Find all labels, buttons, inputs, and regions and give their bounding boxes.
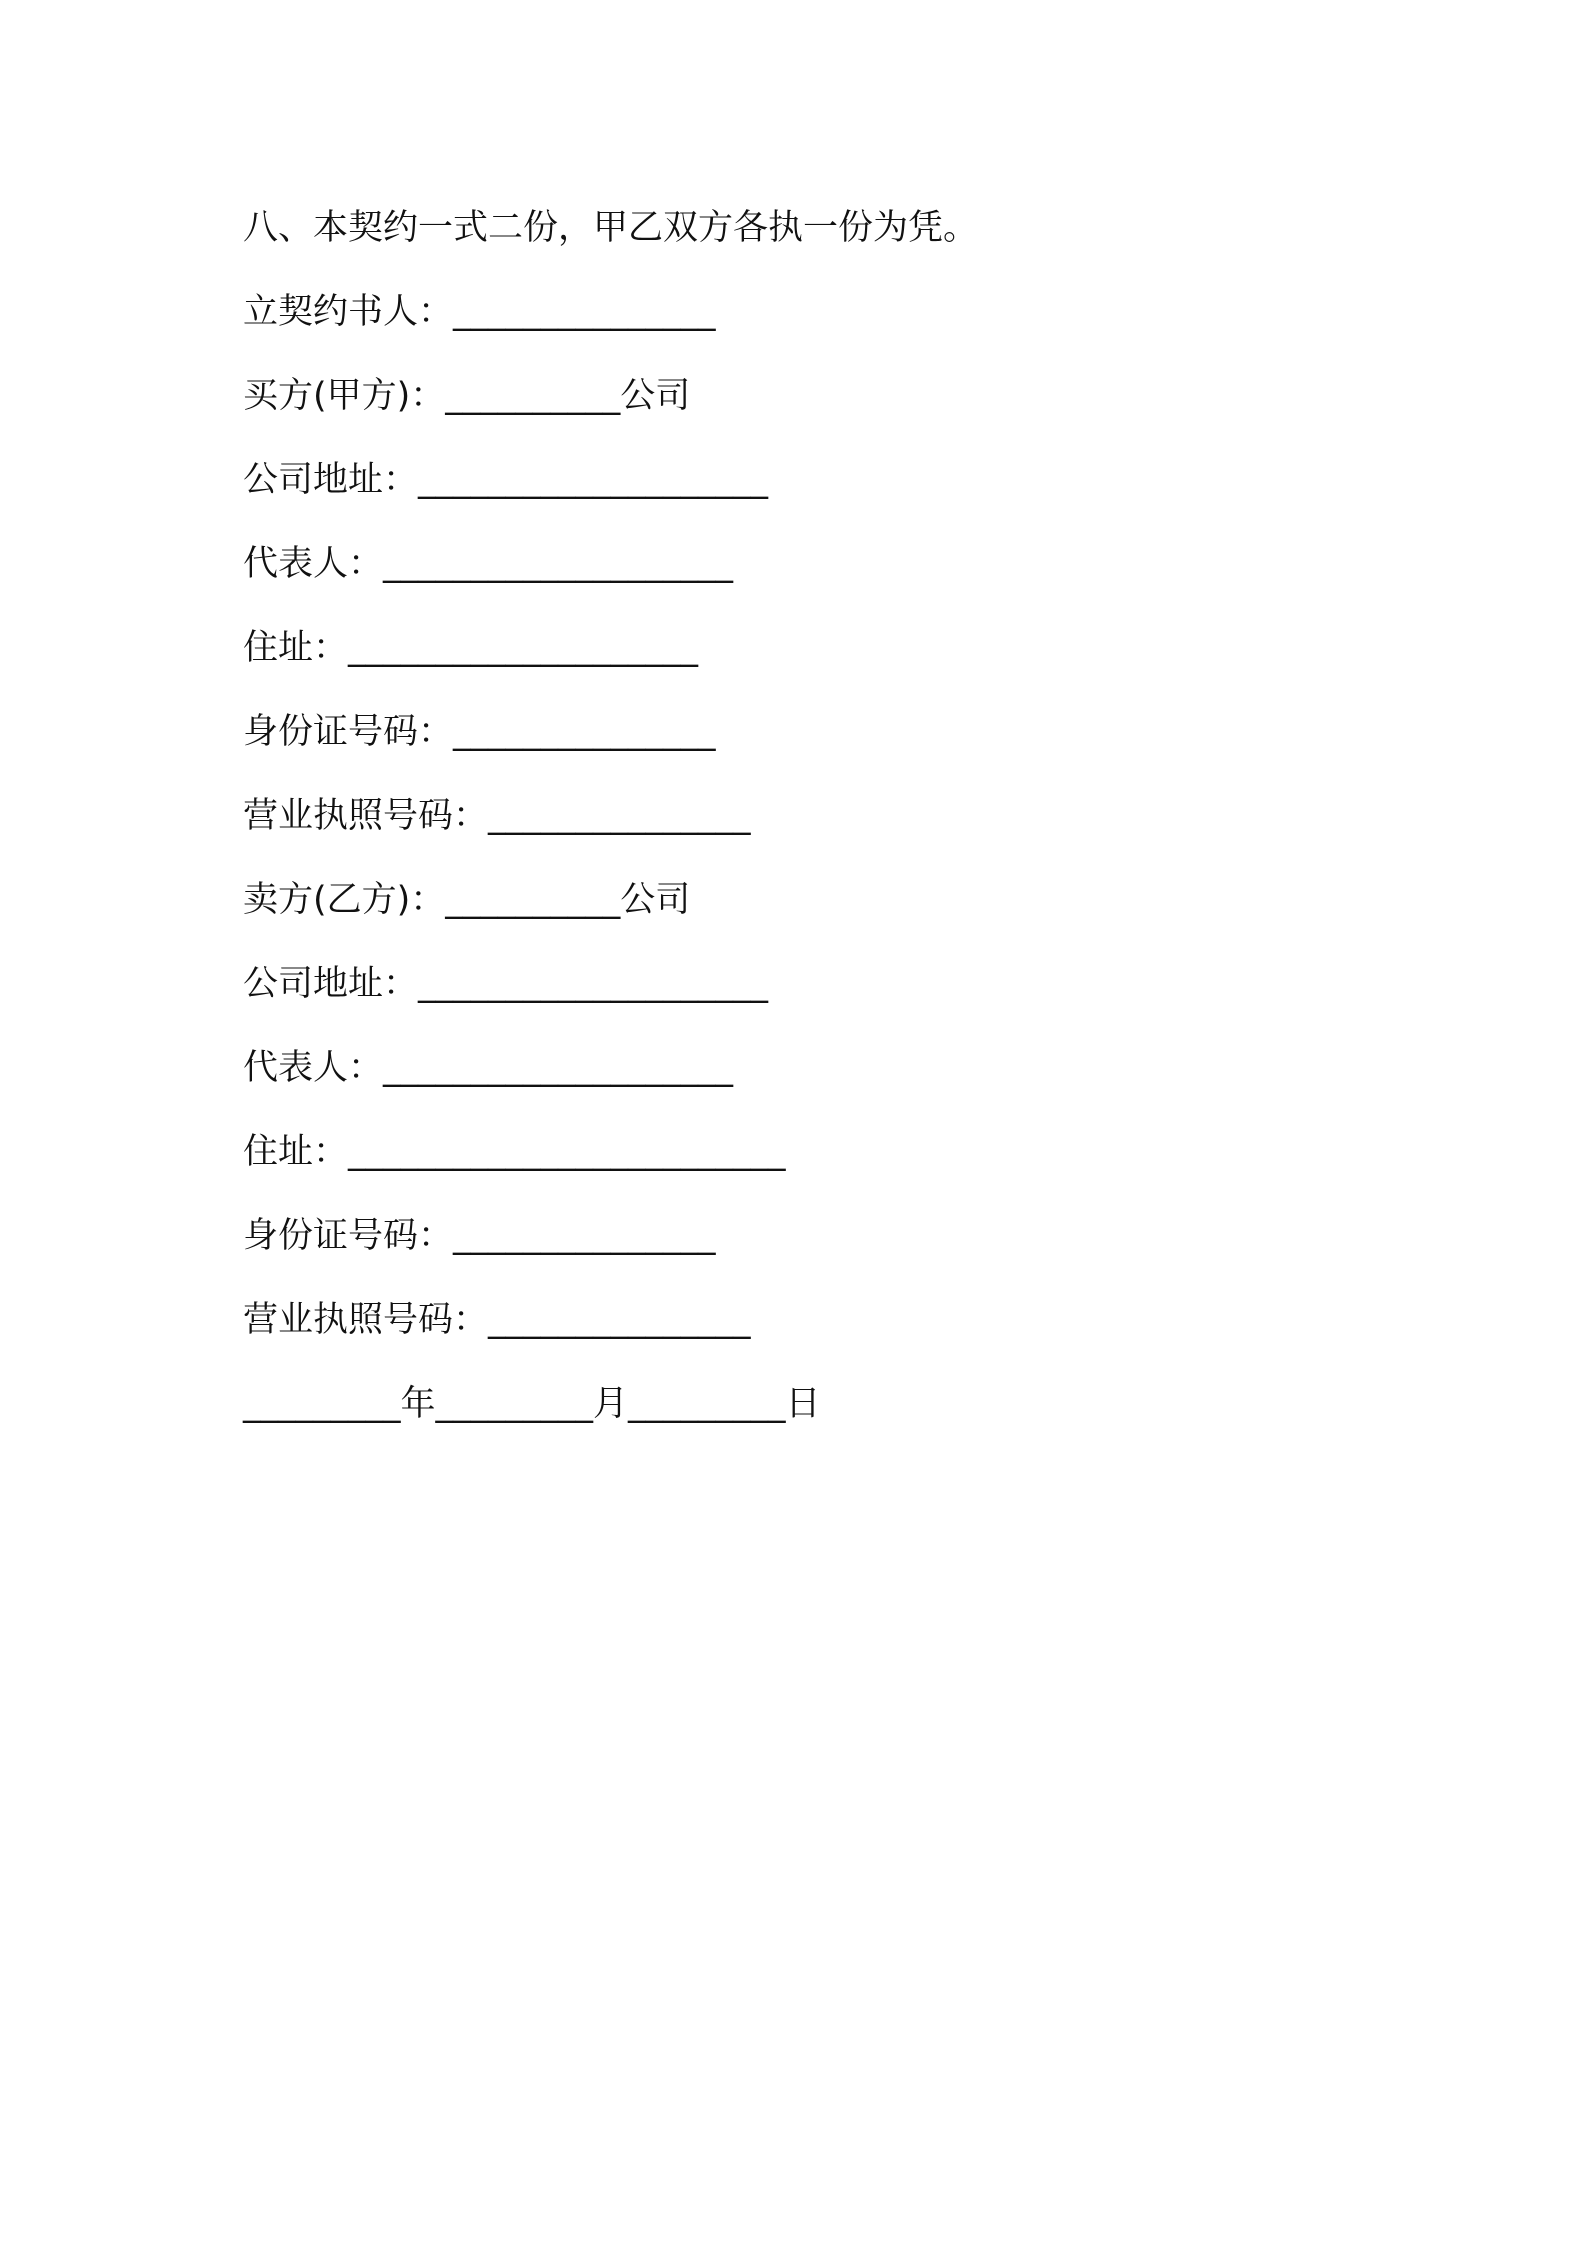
buyer-id-number-line: 身份证号码：_______________ — [243, 712, 716, 752]
seller-business-license-line: 营业执照号码：_______________ — [243, 1300, 751, 1340]
seller-residence-line: 住址：_________________________ — [243, 1132, 786, 1172]
contract-signatory-line: 立契约书人：_______________ — [243, 292, 716, 332]
document-body — [243, 203, 1343, 1463]
buyer-company-address-line: 公司地址：____________________ — [243, 460, 769, 500]
clause-eight: 八、本契约一式二份，甲乙双方各执一份为凭。 — [243, 208, 979, 248]
buyer-residence-line: 住址：____________________ — [243, 628, 699, 668]
seller-representative-line: 代表人：____________________ — [243, 1048, 734, 1088]
signing-date-line: _________年_________月_________日 — [243, 1384, 821, 1424]
buyer-company-line: 买方(甲方)：__________公司 — [243, 376, 691, 416]
seller-company-address-line: 公司地址：____________________ — [243, 964, 769, 1004]
seller-company-line: 卖方(乙方)：__________公司 — [243, 880, 691, 920]
buyer-representative-line: 代表人：____________________ — [243, 544, 734, 584]
seller-id-number-line: 身份证号码：_______________ — [243, 1216, 716, 1256]
buyer-business-license-line: 营业执照号码：_______________ — [243, 796, 751, 836]
